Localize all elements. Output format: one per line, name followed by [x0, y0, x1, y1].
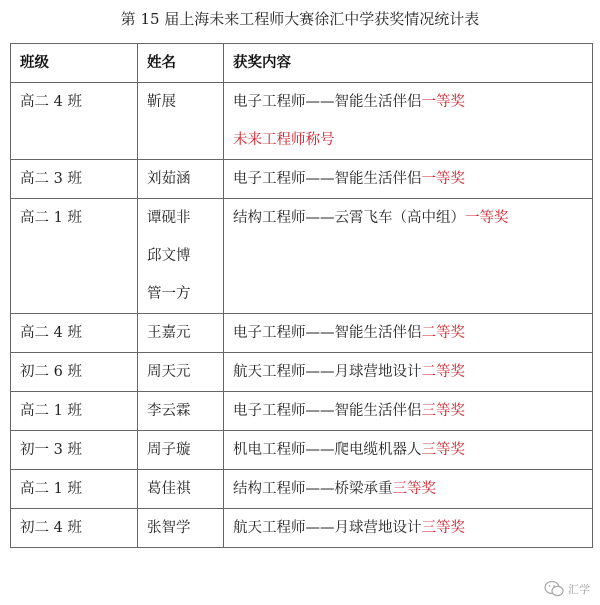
table-row: [11, 392, 593, 431]
table-row: [11, 431, 593, 470]
cell-awards: [224, 199, 593, 314]
cell-class: 高二 1 班: [11, 470, 138, 509]
student-name: 王嘉元: [147, 325, 191, 341]
cell-names: [138, 392, 224, 431]
cell-names: [138, 160, 224, 199]
cell-names: [138, 470, 224, 509]
table-row: [11, 314, 593, 353]
award-text: 机电工程师——爬电缆机器人: [233, 442, 422, 458]
student-name: 管一方: [147, 286, 191, 302]
award-line: [233, 509, 592, 547]
award-text: 航天工程师——月球营地设计: [233, 520, 422, 536]
award-text: 电子工程师——智能生活伴侣: [233, 171, 422, 187]
cell-names: [138, 431, 224, 470]
award-level: 一等奖: [465, 210, 509, 226]
cell-class: 初二 6 班: [11, 353, 138, 392]
student-name: 葛佳祺: [147, 481, 191, 497]
award-line: [233, 83, 592, 121]
award-text: 航天工程师——月球营地设计: [233, 364, 422, 380]
award-level: 三等奖: [421, 442, 465, 458]
cell-names: [138, 509, 224, 548]
award-level: 未来工程师称号: [233, 132, 335, 148]
award-level: 二等奖: [421, 325, 465, 341]
table-row: [11, 470, 593, 509]
award-level: 三等奖: [392, 481, 436, 497]
award-line: [233, 199, 592, 237]
cell-awards: [224, 83, 593, 160]
student-name: 张智学: [147, 520, 191, 536]
cell-class: 高二 4 班: [11, 83, 138, 160]
table-row: [11, 83, 593, 160]
table-row: [11, 353, 593, 392]
student-name: 周子璇: [147, 442, 191, 458]
header-name: 姓名: [138, 44, 224, 83]
award-level: 三等奖: [421, 520, 465, 536]
cell-awards: [224, 160, 593, 199]
award-level: 一等奖: [421, 94, 465, 110]
cell-names: [138, 353, 224, 392]
cell-awards: [224, 353, 593, 392]
table-header-row: [11, 44, 593, 83]
cell-awards: [224, 470, 593, 509]
cell-awards: [224, 392, 593, 431]
watermark-text: 汇学: [568, 583, 590, 596]
wechat-icon: [544, 580, 564, 598]
header-class: 班级: [11, 44, 138, 83]
student-name: 邱文博: [147, 248, 191, 264]
cell-awards: [224, 509, 593, 548]
award-text: 结构工程师——云霄飞车（高中组）: [233, 210, 465, 226]
cell-class: 高二 1 班: [11, 199, 138, 314]
cell-awards: [224, 431, 593, 470]
cell-class: 初二 4 班: [11, 509, 138, 548]
cell-names: [138, 199, 224, 314]
cell-class: 高二 4 班: [11, 314, 138, 353]
award-text: 结构工程师——桥梁承重: [233, 481, 393, 497]
award-line: [233, 160, 592, 198]
student-name: 靳展: [147, 94, 176, 110]
award-line: [233, 353, 592, 391]
award-line: [233, 392, 592, 430]
header-award: 获奖内容: [224, 44, 593, 83]
award-line: [233, 431, 592, 469]
student-name: 周天元: [147, 364, 191, 380]
award-text: 电子工程师——智能生活伴侣: [233, 403, 422, 419]
cell-awards: [224, 314, 593, 353]
student-name: 谭砚非: [147, 210, 191, 226]
award-text: 电子工程师——智能生活伴侣: [233, 325, 422, 341]
student-name: 李云霖: [147, 403, 191, 419]
awards-table: [10, 43, 593, 548]
cell-class: 高二 3 班: [11, 160, 138, 199]
award-level: 三等奖: [421, 403, 465, 419]
student-name: 刘茹涵: [147, 171, 191, 187]
award-level: 二等奖: [421, 364, 465, 380]
table-row: [11, 509, 593, 548]
table-row: [11, 199, 593, 314]
award-text: 电子工程师——智能生活伴侣: [233, 94, 422, 110]
cell-names: [138, 83, 224, 160]
page-title: 第 15 届上海未来工程师大赛徐汇中学获奖情况统计表: [120, 10, 480, 28]
award-line: [233, 314, 592, 352]
watermark: [544, 579, 590, 599]
award-line: [233, 121, 592, 159]
table-row: [11, 160, 593, 199]
cell-class: 初一 3 班: [11, 431, 138, 470]
award-line: [233, 470, 592, 508]
award-level: 一等奖: [421, 171, 465, 187]
cell-class: 高二 1 班: [11, 392, 138, 431]
cell-names: [138, 314, 224, 353]
